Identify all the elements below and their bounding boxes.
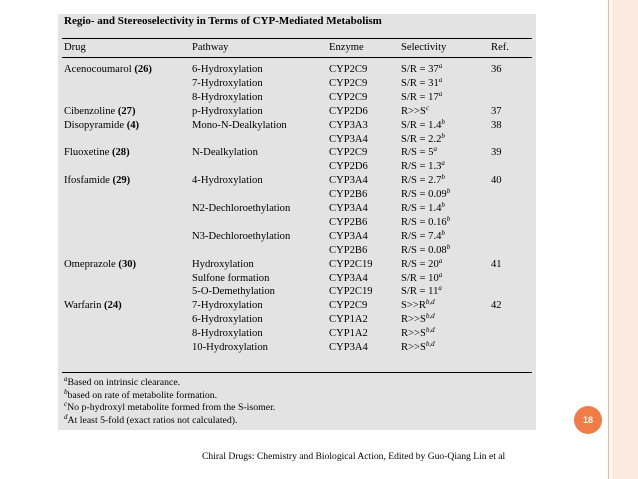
selectivity-cell [401, 77, 442, 90]
pathway-cell: Mono-N-Dealkylation [192, 119, 287, 131]
compound-number: (29) [112, 175, 131, 187]
pathway-cell: N3-Dechloroethylation [192, 230, 291, 242]
compound-number: (24) [104, 300, 122, 312]
footnote-marker: b,d [425, 340, 435, 348]
enzyme-cell: CYP1A2 [329, 314, 368, 326]
pathway-cell: p-Hydroxylation [192, 105, 263, 117]
selectivity-value: R/S = 0.09 [401, 189, 447, 201]
selectivity-value: R>>S [401, 328, 426, 340]
pathway-cell: 7-Hydroxylation [192, 77, 263, 89]
footnote-marker: a [438, 75, 443, 84]
footnote-marker: b [441, 228, 445, 237]
footnote-mark: b [64, 387, 68, 396]
selectivity-cell [401, 146, 437, 159]
footnote-marker: b,d [425, 298, 435, 307]
selectivity-value: R/S = 2.7 [401, 175, 442, 187]
enzyme-cell: CYP2C9 [329, 91, 368, 103]
selectivity-value: R>>S [401, 342, 426, 353]
selectivity-value: R/S = 1.4 [401, 203, 442, 214]
pathway-cell: 6-Hydroxylation [192, 314, 263, 326]
pathway-cell: Sulfone formation [192, 272, 270, 284]
footnote-mark: d [64, 412, 68, 421]
reference-cell: 39 [491, 147, 502, 159]
table-panel [58, 14, 536, 430]
enzyme-cell: CYP2C19 [329, 286, 373, 298]
table-title: Regio- and Stereoselectivity in Terms of CYP-Mediated Metabolism [64, 15, 382, 27]
selectivity-value: S/R = 11 [401, 286, 439, 298]
selectivity-value: S/R = 1.4 [401, 119, 442, 131]
enzyme-cell: CYP2D6 [329, 161, 368, 173]
right-decorative-bar [612, 0, 638, 479]
footnote [64, 414, 238, 427]
pathway-cell: N2-Dechloroethylation [192, 203, 291, 214]
footnote-mark: a [64, 375, 68, 383]
footnote [64, 389, 217, 402]
enzyme-cell: CYP2B6 [329, 216, 368, 228]
enzyme-cell: CYP2B6 [329, 244, 368, 256]
enzyme-cell: CYP1A2 [329, 328, 368, 340]
selectivity-cell [401, 202, 445, 215]
drug-label: Omeprazole [64, 258, 116, 270]
selectivity-cell [401, 341, 435, 354]
header-rule [62, 57, 532, 58]
compound-number: (27) [117, 105, 136, 117]
footnote-text: Based on intrinsic clearance. [67, 377, 181, 388]
drug-name [64, 258, 136, 271]
selectivity-cell [401, 299, 435, 312]
pathway-cell: 10-Hydroxylation [192, 342, 268, 353]
reference-cell: 36 [491, 64, 502, 75]
selectivity-cell [401, 272, 442, 285]
footnote-marker: a [438, 62, 443, 70]
selectivity-value: R/S = 5 [401, 147, 434, 159]
selectivity-value: S/R = 17 [401, 91, 439, 103]
header-drug: Drug [64, 42, 86, 53]
footnote-marker: b,d [425, 312, 435, 321]
compound-number: (30) [118, 258, 137, 270]
enzyme-cell: CYP3A3 [329, 119, 368, 131]
footnote-marker: a [441, 159, 445, 168]
compound-number: (28) [111, 147, 130, 159]
enzyme-cell: CYP3A4 [329, 272, 368, 284]
selectivity-cell [401, 160, 445, 173]
pathway-cell: 4-Hydroxylation [192, 175, 263, 187]
footnote-marker: a [438, 284, 442, 293]
pathway-cell: N-Dealkylation [192, 147, 258, 159]
selectivity-value: R/S = 0.16 [401, 216, 447, 228]
reference-cell: 40 [491, 175, 502, 187]
enzyme-cell: CYP2D6 [329, 105, 368, 117]
footnote-marker: a [438, 89, 443, 98]
enzyme-cell: CYP3A4 [329, 230, 368, 242]
header-enzyme: Enzyme [329, 42, 364, 53]
footnote-mark: c [64, 400, 68, 408]
selectivity-cell [401, 230, 445, 243]
selectivity-cell [401, 188, 450, 201]
selectivity-value: S/R = 2.2 [401, 133, 442, 145]
drug-name [64, 146, 130, 159]
drug-name [64, 174, 130, 187]
footnote-marker: b [446, 187, 451, 196]
selectivity-cell [401, 105, 429, 118]
selectivity-value: R/S = 7.4 [401, 230, 442, 242]
header-ref: Ref. [491, 42, 509, 53]
selectivity-cell [401, 244, 450, 257]
selectivity-value: R>>S [401, 105, 426, 117]
selectivity-cell [401, 258, 442, 271]
footnote-marker: b [446, 214, 451, 223]
selectivity-value: S>>R [401, 300, 426, 312]
footnote-marker: b [446, 242, 451, 251]
compound-number: (4) [126, 119, 140, 131]
selectivity-cell [401, 133, 445, 146]
selectivity-cell [401, 285, 442, 298]
header-pathway: Pathway [192, 42, 229, 53]
footnote-text: At least 5-fold (exact ratios not calculated). [67, 414, 238, 426]
pathway-cell: 8-Hydroxylation [192, 328, 263, 340]
footnote-marker: b [441, 131, 445, 140]
selectivity-cell [401, 119, 445, 132]
enzyme-cell: CYP3A4 [329, 175, 368, 187]
pathway-cell: 6-Hydroxylation [192, 64, 263, 75]
enzyme-cell: CYP3A4 [329, 133, 368, 145]
selectivity-value: R/S = 0.08 [401, 244, 447, 256]
footnote-marker: b [441, 201, 445, 209]
selectivity-value: S/R = 37 [401, 64, 439, 75]
reference-cell: 41 [491, 258, 502, 270]
selectivity-value: S/R = 10 [401, 272, 439, 284]
footnote-marker: b,d [425, 326, 435, 335]
reference-cell: 42 [491, 300, 502, 312]
bottom-rule [62, 372, 532, 373]
drug-name [64, 63, 152, 76]
reference-cell: 37 [491, 105, 502, 117]
footnote-marker: b [441, 173, 445, 182]
footnote-text: No p-hydroxyl metabolite formed from the S-isomer. [67, 402, 276, 413]
footnote-marker: a [433, 145, 437, 154]
selectivity-value: R/S = 20 [401, 258, 439, 270]
drug-label: Warfarin [64, 300, 102, 312]
selectivity-value: R/S = 1.3 [401, 161, 442, 173]
footnote-text: based on rate of metabolite formation. [67, 389, 218, 401]
enzyme-cell: CYP3A4 [329, 203, 368, 214]
footnote-marker: a [438, 256, 443, 265]
footnote [64, 376, 180, 389]
selectivity-cell [401, 174, 445, 187]
source-caption: Chiral Drugs: Chemistry and Biological Action, Edited by Guo-Qiang Lin et al [202, 451, 506, 462]
footnote-marker: c [425, 103, 430, 112]
enzyme-cell: CYP3A4 [329, 342, 368, 353]
drug-label: Acenocoumarol [64, 64, 132, 75]
enzyme-cell: CYP2C9 [329, 147, 368, 159]
pathway-cell: 8-Hydroxylation [192, 91, 263, 103]
selectivity-cell [401, 63, 442, 76]
drug-label: Disopyramide [64, 119, 125, 131]
right-border-line [608, 0, 609, 479]
enzyme-cell: CYP2C9 [329, 300, 368, 312]
reference-cell: 38 [491, 119, 502, 131]
footnote [64, 401, 275, 414]
footnote-marker: a [438, 270, 443, 279]
page-number-badge: 18 [574, 406, 602, 434]
pathway-cell: Hydroxylation [192, 258, 254, 270]
selectivity-cell [401, 313, 435, 326]
drug-name [64, 299, 122, 312]
title-rule [62, 38, 532, 39]
drug-label: Fluoxetine [64, 147, 110, 159]
drug-name [64, 105, 136, 118]
selectivity-value: R>>S [401, 314, 426, 326]
compound-number: (26) [134, 64, 152, 75]
footnote-marker: b [441, 117, 445, 126]
drug-label: Ifosfamide [64, 175, 110, 187]
header-selectivity: Selectivity [401, 42, 447, 53]
selectivity-value: S/R = 31 [401, 77, 439, 89]
selectivity-cell [401, 91, 442, 104]
pathway-cell: 5-O-Demethylation [192, 286, 275, 298]
enzyme-cell: CYP2C9 [329, 64, 368, 75]
selectivity-cell [401, 327, 435, 340]
drug-name [64, 119, 139, 132]
enzyme-cell: CYP2C19 [329, 258, 373, 270]
enzyme-cell: CYP2C9 [329, 77, 368, 89]
selectivity-cell [401, 216, 450, 229]
drug-label: Cibenzoline [64, 105, 116, 117]
pathway-cell: 7-Hydroxylation [192, 300, 263, 312]
enzyme-cell: CYP2B6 [329, 189, 368, 201]
